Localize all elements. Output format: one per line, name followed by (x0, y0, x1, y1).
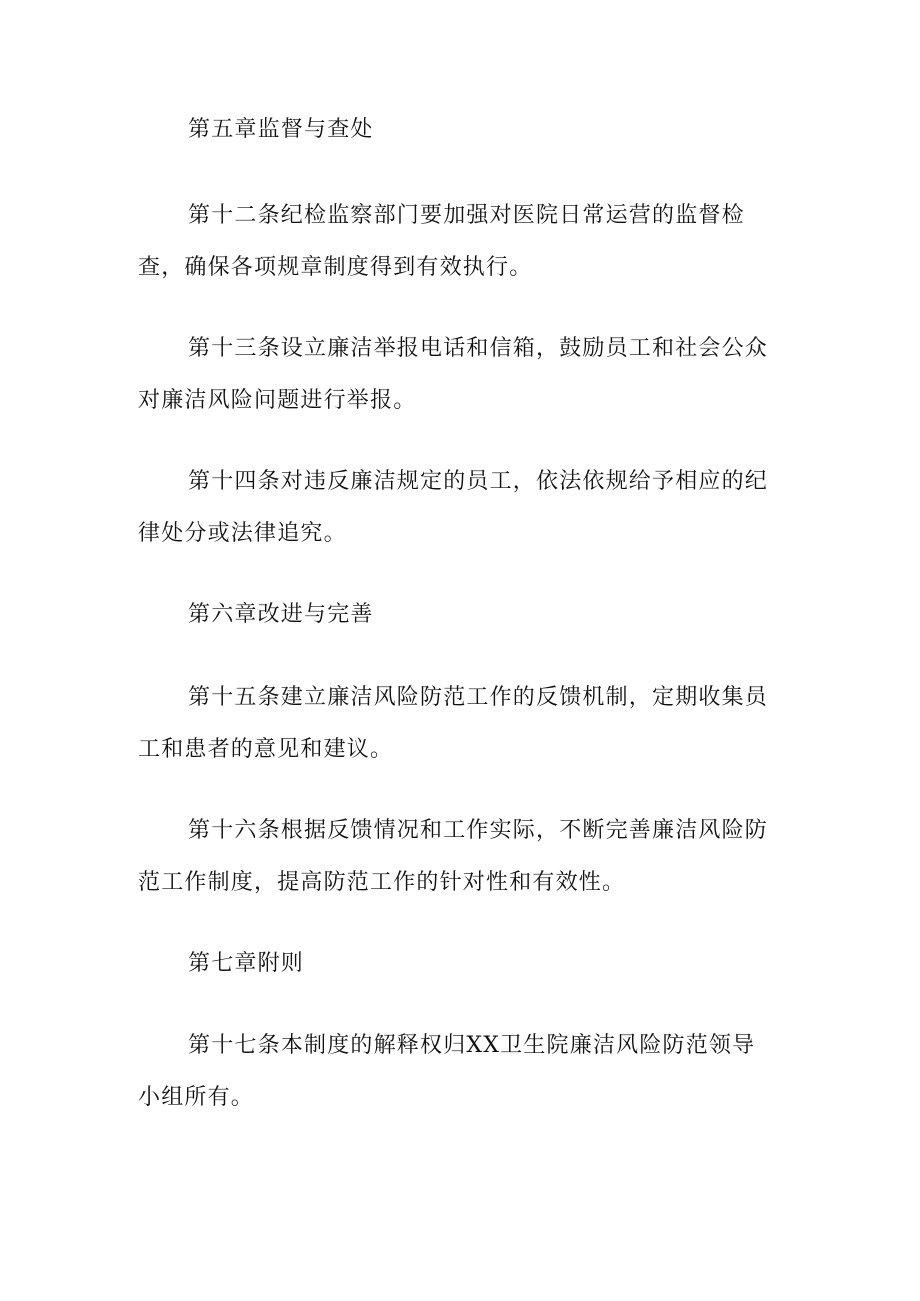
article-17: 第十七条本制度的解释权归XX卫生院廉洁风险防范领导小组所有。 (138, 1033, 756, 1110)
article-12: 第十二条纪检监察部门要加强对医院日常运营的监督检查，确保各项规章制度得到有效执行。 (138, 203, 745, 280)
chapter-heading-6: 第六章改进与完善 (188, 602, 374, 627)
chapter-heading-7: 第七章附则 (188, 951, 305, 976)
article-16: 第十六条根据反馈情况和工作实际，不断完善廉洁风险防范工作制度，提高防范工作的针对性和有效性。 (138, 818, 769, 895)
article-15: 第十五条建立廉洁风险防范工作的反馈机制，定期收集员工和患者的意见和建议。 (138, 685, 769, 762)
chapter-heading-5: 第五章监督与查处 (188, 117, 374, 142)
article-14: 第十四条对违反廉洁规定的员工，依法依规给予相应的纪律处分或法律追究。 (138, 469, 769, 546)
article-13: 第十三条设立廉洁举报电话和信箱，鼓励员工和社会公众对廉洁风险问题进行举报。 (138, 336, 769, 413)
